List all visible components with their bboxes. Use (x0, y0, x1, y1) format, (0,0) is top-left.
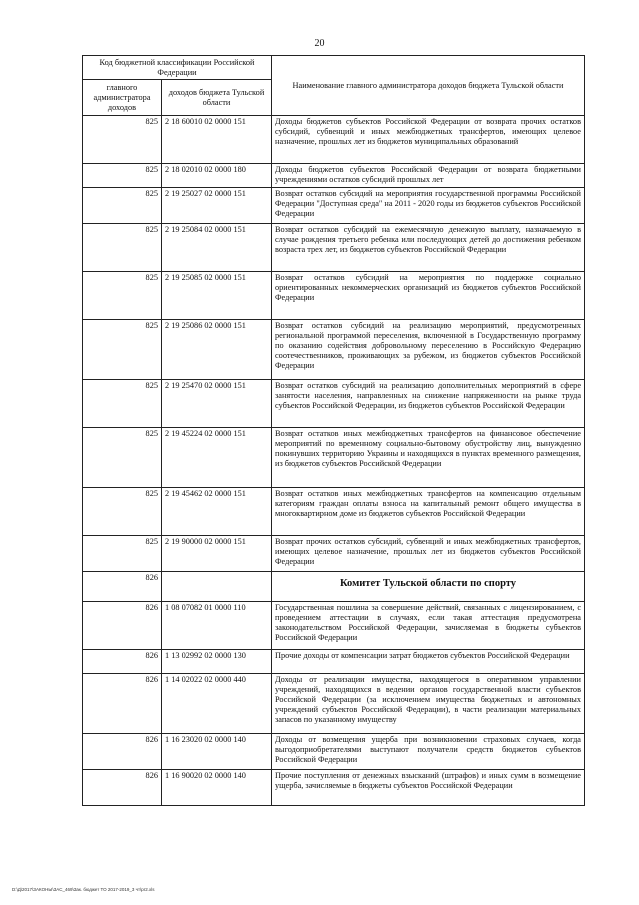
admin-code-cell: 826 (83, 734, 162, 770)
revenue-name-cell: Доходы от реализации имущества, находящегося в оперативном управлении учреждений, находящихся в ведении органов государственной власти субъектов Российской Федерации (за исключением имущества бюджетных и автономных учреждений субъектов Российской Федерации), в части реализации материальных запасов по указанному имуществу (272, 674, 585, 734)
table-row (83, 164, 585, 188)
admin-code-cell: 825 (83, 116, 162, 164)
table-row (83, 188, 585, 224)
revenue-code-cell: 2 18 60010 02 0000 151 (162, 116, 272, 164)
revenue-code-cell: 1 16 23020 02 0000 140 (162, 734, 272, 770)
admin-code-cell: 825 (83, 188, 162, 224)
table-row (83, 272, 585, 320)
table-row (83, 650, 585, 674)
admin-code-cell: 826 (83, 602, 162, 650)
revenue-name-cell: Доходы бюджетов субъектов Российской Федерации от возврата бюджетными учреждениями остатков субсидий прошлых лет (272, 164, 585, 188)
admin-code-cell: 825 (83, 488, 162, 536)
revenue-name-cell: Возврат остатков иных межбюджетных трансфертов на компенсацию отдельным категориям граждан оплаты взноса на капитальный ремонт общего имущества в многоквартирном доме из бюджетов субъектов Российской Федерации (272, 488, 585, 536)
revenue-name-cell: Возврат остатков субсидий на мероприятия по поддержке социально ориентированных некоммерческих организаций из бюджетов субъектов Российской Федерации (272, 272, 585, 320)
header-admin-code: главного администратора доходов (83, 80, 162, 116)
file-path-footer: D:\Д\2017\ЗАКОНЫ\ЗАС_469\Зак. бюджет ТО 2017-2019_3 чт\pr2.xls (12, 887, 155, 892)
revenue-name-cell: Доходы бюджетов субъектов Российской Федерации от возврата прочих остатков субсидий, субвенций и иных межбюджетных трансфертов, имеющих целевое назначение, прошлых лет из бюджетов муниципальных образований (272, 116, 585, 164)
admin-code-cell: 825 (83, 428, 162, 488)
revenue-code-cell: 1 13 02992 02 0000 130 (162, 650, 272, 674)
admin-code-cell: 826 (83, 650, 162, 674)
header-classification-group: Код бюджетной классификации Российской Федерации (83, 56, 272, 80)
admin-code-cell: 826 (83, 572, 162, 602)
admin-code-cell: 825 (83, 320, 162, 380)
revenue-code-cell: 2 19 45462 02 0000 151 (162, 488, 272, 536)
header-revenue-code: доходов бюджета Тульской области (162, 80, 272, 116)
table-row (83, 770, 585, 806)
revenue-code-cell: 1 08 07082 01 0000 110 (162, 602, 272, 650)
revenue-name-cell: Возврат остатков субсидий на реализацию дополнительных мероприятий в сфере занятости населения, направленных на снижение напряженности на рынке труда субъектов Российской Федерации, из бюджетов субъектов Российской Федерации (272, 380, 585, 428)
revenue-name-cell: Государственная пошлина за совершение действий, связанных с лицензированием, с проведением аттестации в случаях, если такая аттестация предусмотрена законодательством Российской Федерации, зачисляемая в бюджеты субъектов Российской Федерации (272, 602, 585, 650)
revenue-name-cell: Возврат остатков иных межбюджетных трансфертов на финансовое обеспечение мероприятий по временному социально-бытовому обустройству лиц, вынужденно покинувших территорию Украины и находящихся в пунктах временного размещения, из бюджетов субъектов Российской Федерации (272, 428, 585, 488)
revenue-code-cell: 1 14 02022 02 0000 440 (162, 674, 272, 734)
admin-code-cell: 825 (83, 224, 162, 272)
table-row (83, 734, 585, 770)
revenue-code-cell: 2 19 25085 02 0000 151 (162, 272, 272, 320)
section-row (83, 572, 585, 602)
admin-code-cell: 825 (83, 380, 162, 428)
admin-code-cell: 825 (83, 164, 162, 188)
table-row (83, 428, 585, 488)
table-row (83, 320, 585, 380)
admin-code-cell: 826 (83, 770, 162, 806)
budget-classification-table (82, 55, 585, 806)
revenue-code-cell: 2 19 90000 02 0000 151 (162, 536, 272, 572)
table-row (83, 674, 585, 734)
admin-code-cell: 826 (83, 674, 162, 734)
table-row (83, 116, 585, 164)
revenue-code-cell: 2 19 45224 02 0000 151 (162, 428, 272, 488)
table-row (83, 536, 585, 572)
revenue-code-cell: 2 19 25027 02 0000 151 (162, 188, 272, 224)
revenue-name-cell: Прочие доходы от компенсации затрат бюджетов субъектов Российской Федерации (272, 650, 585, 674)
table-row (83, 488, 585, 536)
revenue-code-cell: 2 19 25086 02 0000 151 (162, 320, 272, 380)
revenue-name-cell: Возврат остатков субсидий на реализацию мероприятий, предусмотренных региональной программой переселения, включенной в Государственную программу по оказанию содействия добровольному переселению в Российскую Федерацию соотечественников, проживающих за рубежом, из бюджетов субъектов Российской Федерации (272, 320, 585, 380)
revenue-name-cell: Доходы от возмещения ущерба при возникновении страховых случаев, когда выгодоприобретателями выступают получатели средств бюджетов субъектов Российской Федерации (272, 734, 585, 770)
revenue-name-cell: Комитет Тульской области по спорту (272, 572, 585, 602)
revenue-name-cell: Возврат остатков субсидий на мероприятия государственной программы Российской Федерации "Доступная среда" на 2011 - 2020 годы из бюджетов субъектов Российской Федерации (272, 188, 585, 224)
header-administrator-name: Наименование главного администратора доходов бюджета Тульской области (272, 56, 585, 116)
revenue-code-cell: 1 16 90020 02 0000 140 (162, 770, 272, 806)
revenue-code-cell: 2 19 25084 02 0000 151 (162, 224, 272, 272)
table-row (83, 602, 585, 650)
table-body (83, 116, 585, 806)
revenue-name-cell: Прочие поступления от денежных взысканий (штрафов) и иных сумм в возмещение ущерба, зачисляемые в бюджеты субъектов Российской Федерации (272, 770, 585, 806)
table-row (83, 224, 585, 272)
revenue-name-cell: Возврат прочих остатков субсидий, субвенций и иных межбюджетных трансфертов, имеющих целевое назначение, прошлых лет из бюджетов субъектов Российской Федерации (272, 536, 585, 572)
revenue-code-cell: 2 19 25470 02 0000 151 (162, 380, 272, 428)
admin-code-cell: 825 (83, 536, 162, 572)
revenue-name-cell: Возврат остатков субсидий на ежемесячную денежную выплату, назначаемую в случае рождения третьего ребенка или последующих детей до достижения ребенком возраста трех лет, из бюджетов субъектов Российской Федерации (272, 224, 585, 272)
page-number: 20 (314, 38, 325, 49)
revenue-code-cell (162, 572, 272, 602)
table-row (83, 380, 585, 428)
admin-code-cell: 825 (83, 272, 162, 320)
revenue-code-cell: 2 18 02010 02 0000 180 (162, 164, 272, 188)
